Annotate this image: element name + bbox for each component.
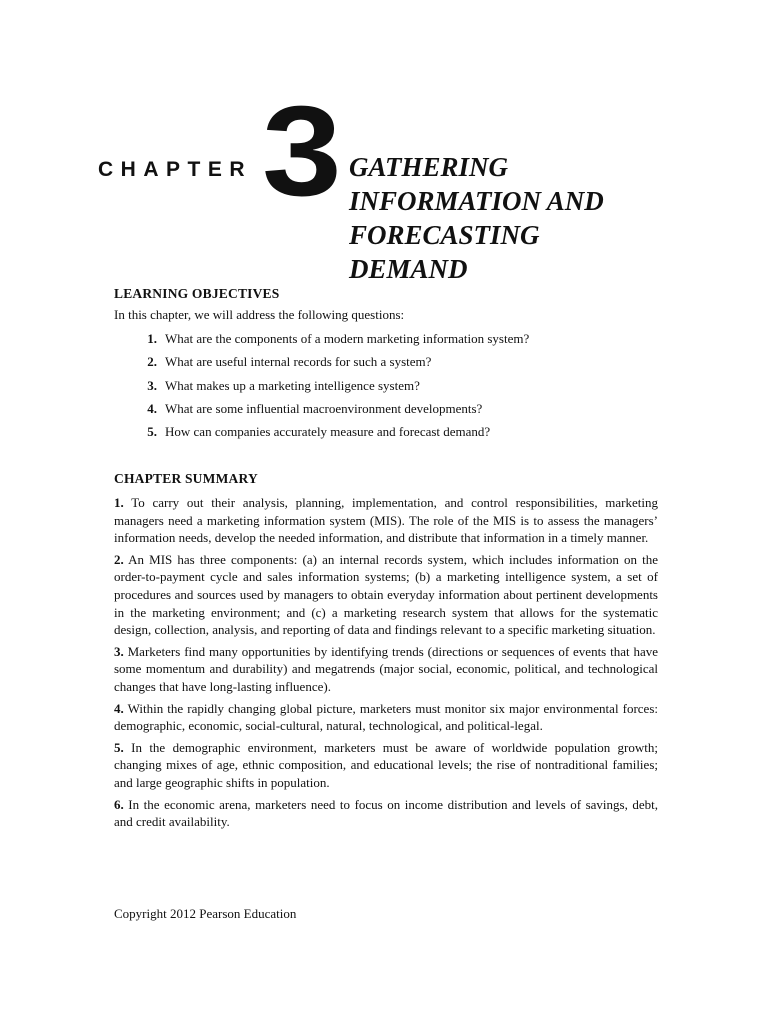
learning-objectives-list xyxy=(114,331,674,447)
item-text: What are the components of a modern marketing information system? xyxy=(165,331,530,346)
paragraph-text: Marketers find many opportunities by identifying trends (directions or sequences of events that have some momentum and durability) and megatrends (major social, economic, political, and technological changes that have long-lasting influence). xyxy=(114,643,659,694)
list-item xyxy=(114,378,674,401)
summary-paragraph xyxy=(114,494,658,547)
list-item xyxy=(114,424,674,447)
paragraph-number: 3. xyxy=(114,643,124,659)
list-item xyxy=(114,401,674,424)
item-number: 3. xyxy=(147,377,157,393)
chapter-title-line: FORECASTING xyxy=(349,220,540,250)
paragraph-number: 4. xyxy=(114,700,124,716)
learning-objectives-heading: LEARNING OBJECTIVES xyxy=(114,286,280,301)
chapter-title-line: GATHERING xyxy=(349,152,509,182)
paragraph-number: 6. xyxy=(114,796,124,812)
list-item xyxy=(114,331,674,354)
list-item xyxy=(114,354,674,377)
paragraph-text: Within the rapidly changing global picture, marketers must monitor six major environmental forces: demographic, economic, social-cultural, natural, technological, and political-legal. xyxy=(114,700,659,734)
chapter-title-line: DEMAND xyxy=(349,254,468,284)
item-text: How can companies accurately measure and forecast demand? xyxy=(165,424,491,440)
chapter-number: 3 xyxy=(262,80,342,223)
paragraph-text: In the demographic environment, marketers must be aware of worldwide population growth; changing mixes of age, ethnic composition, and educational levels; the rise of nontraditional families; and large geographic shifts in population. xyxy=(114,739,658,790)
copyright-footer: Copyright 2012 Pearson Education xyxy=(114,906,297,921)
paragraph-text: To carry out their analysis, planning, implementation, and control responsibilities, marketing managers need a marketing information system (MIS). The role of the MIS is to assess the managers’ information needs, develop the needed information, and distribute that information in a timely manner. xyxy=(114,495,658,546)
paragraph-number: 1. xyxy=(114,495,124,510)
chapter-summary-heading: CHAPTER SUMMARY xyxy=(114,471,258,486)
summary-paragraph xyxy=(114,643,658,696)
summary-paragraph xyxy=(114,739,658,792)
item-text: What makes up a marketing intelligence system? xyxy=(165,377,420,393)
learning-objectives-intro: In this chapter, we will address the following questions: xyxy=(114,307,405,322)
item-text: What are some influential macroenvironment developments? xyxy=(165,400,483,416)
item-number: 5. xyxy=(147,424,157,440)
chapter-label: CHAPTER xyxy=(98,158,253,181)
paragraph-text: An MIS has three components: (a) an internal records system, which includes information on the order-to-payment cycle and sales information systems; (b) a marketing intelligence system, a set of procedures and sources used by managers to obtain everyday information about pertinent developments in the marketing environment; and (c) a marketing research system that allows for the systematic design, collection, analysis, and reporting of data and findings relevant to a specific marketing situation. xyxy=(114,551,658,638)
paragraph-number: 2. xyxy=(114,551,124,567)
paragraph-text: In the economic arena, marketers need to focus on income distribution and levels of savings, debt, and credit availability. xyxy=(114,796,659,830)
chapter-summary-body xyxy=(114,494,658,835)
chapter-title xyxy=(349,150,679,286)
paragraph-number: 5. xyxy=(114,739,124,755)
summary-paragraph xyxy=(114,796,658,831)
summary-paragraph xyxy=(114,700,658,735)
summary-paragraph xyxy=(114,551,658,639)
item-number: 2. xyxy=(147,354,157,370)
item-number: 1. xyxy=(147,331,157,346)
item-number: 4. xyxy=(147,400,157,416)
chapter-title-line: INFORMATION AND xyxy=(349,186,604,216)
item-text: What are useful internal records for such a system? xyxy=(165,354,432,370)
